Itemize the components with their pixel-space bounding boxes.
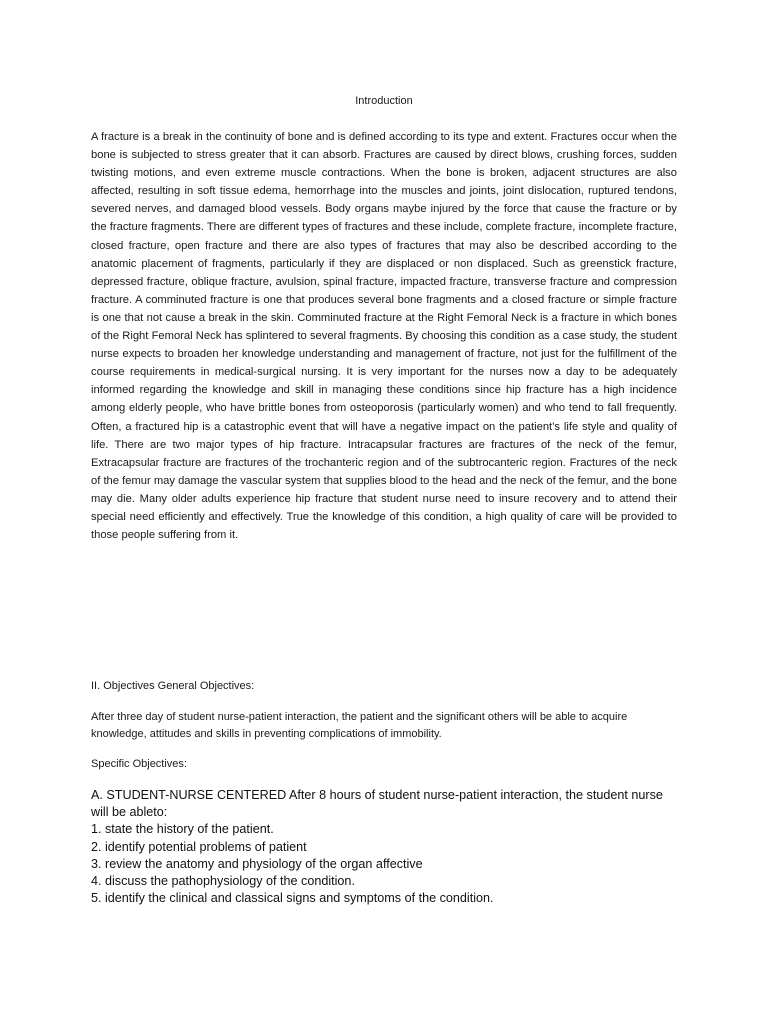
list-item: 1. state the history of the patient. bbox=[91, 822, 274, 837]
list-item: 2. identify potential problems of patient bbox=[91, 839, 307, 854]
student-nurse-centered-section bbox=[91, 787, 681, 907]
student-nurse-centered-lead: A. STUDENT-NURSE CENTERED After 8 hours of student nurse-patient interaction, the student nurse will be ableto: bbox=[91, 788, 663, 820]
general-objective-paragraph: After three day of student nurse-patient interaction, the patient and the significant others will be able to acquire knowledge, attitudes and skills in preventing complications of immobility. bbox=[91, 711, 628, 740]
specific-objectives-list bbox=[91, 821, 681, 907]
specific-objectives-heading: Specific Objectives: bbox=[91, 758, 187, 770]
list-item: 5. identify the clinical and classical signs and symptoms of the condition. bbox=[91, 891, 494, 906]
list-item: 4. discuss the pathophysiology of the condition. bbox=[91, 874, 355, 889]
page-title: Introduction bbox=[355, 95, 413, 107]
list-item: 3. review the anatomy and physiology of the organ affective bbox=[91, 856, 423, 871]
objectives-heading: II. Objectives General Objectives: bbox=[91, 680, 255, 692]
intro-paragraph: A fracture is a break in the continuity of bone and is defined according to its type and extent. Fractures occur when the bone is subjected to stress greater that it can absorb. Fractures are caused by direct blows, crushing forces, sudden twisting motions, and even extreme muscle contractions. When the bone is broken, adjacent structures are also affected, resulting in soft tissue edema, hemorrhage into the muscles and joints, joint dislocation, ruptured tendons, severed nerves, and damaged blood vessels. Body organs maybe injured by the force that cause the fracture or by the fracture fragments. There are different types of fractures and these include, complete fracture, incomplete fracture, closed fracture, open fracture and there are also types of fractures that may also be described according to the anatomic placement of fragments, particularly if they are displaced or non displaced. Such as greenstick fracture, depressed fracture, oblique fracture, avulsion, spinal fracture, impacted fracture, transverse fracture and compression fracture. A comminuted fracture is one that produces several bone fragments and a closed fracture or simple fracture is one that not cause a break in the skin. Comminuted fracture at the Right Femoral Neck is a fracture in which bones of the Right Femoral Neck has splintered to several fragments. By choosing this condition as a case study, the student nurse expects to broaden her knowledge understanding and management of fracture, not just for the fulfillment of the course requirements in medical-surgical nursing. It is very important for the nurses now a day to be adequately informed regarding the knowledge and skill in managing these conditions since hip fracture has a high incidence among elderly people, who have brittle bones from osteoporosis (particularly women) and who tend to fall frequently. Often, a fractured hip is a catastrophic event that will have a negative impact on the patient’s life style and quality of life. There are two major types of hip fracture. Intracapsular fractures are fractures of the neck of the femur, Extracapsular fracture are fractures of the trochanteric region and of the subtrocanteric region. Fractures of the neck of the femur may damage the vascular system that supplies blood to the head and the neck of the femur, and the bone may die. Many older adults experience hip fracture that student nurse need to insure recovery and to attend their special need efficiently and effectively. True the knowledge of this condition, a high quality of care will be provided to those people suffering from it. bbox=[91, 131, 677, 542]
